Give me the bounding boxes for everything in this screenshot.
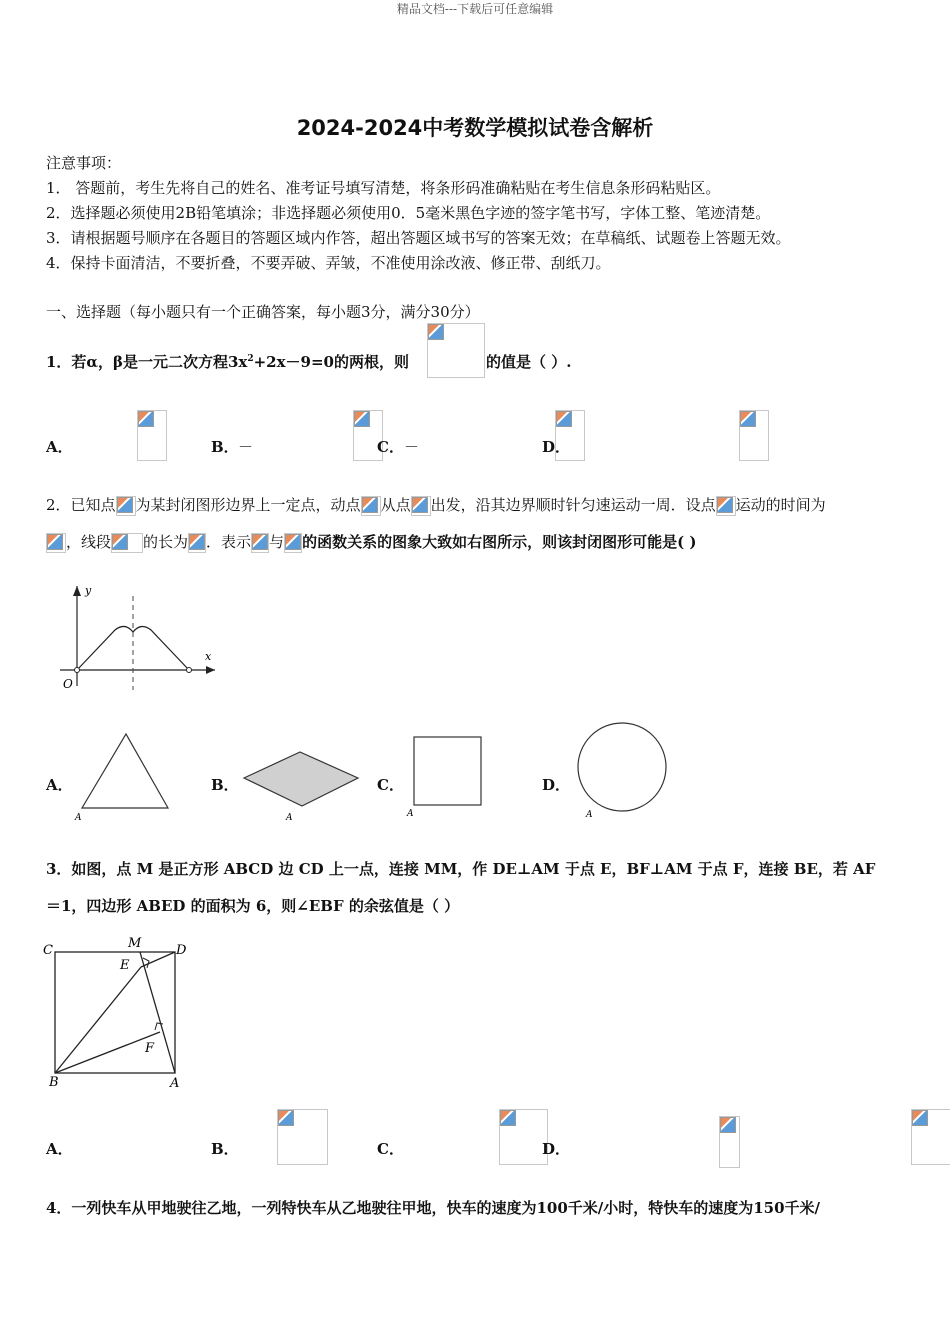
broken-image-icon <box>117 497 133 513</box>
notice-item: 1． 答题前，考生先将自己的姓名、准考证号填写清楚，将条形码准确粘贴在考生信息条形码粘贴区。 <box>46 179 721 197</box>
y-label: y <box>85 584 92 597</box>
broken-image-icon <box>556 411 572 427</box>
q1-option-c-label: C． <box>377 438 404 456</box>
broken-image-icon <box>362 497 378 513</box>
broken-image-icon <box>112 534 128 550</box>
broken-image-icon <box>500 1110 516 1126</box>
broken-image-icon <box>278 1110 294 1126</box>
broken-image-icon <box>720 1117 736 1133</box>
q2-text: 出发，沿其边界顺时针匀速运动一周．设点 <box>430 496 716 514</box>
q3-option-b-image <box>499 1109 548 1165</box>
broken-image-icon <box>189 534 205 550</box>
q1-text: +2x－9=0的两根，则 <box>253 353 409 371</box>
broken-image-icon <box>138 411 154 427</box>
q3-line1: 3．如图，点 M 是正方形 ABCD 边 CD 上一点，连接 MM，作 DE⊥AM 于点 E，BF⊥AM 于点 F，连接 BE，若 AF <box>46 860 876 878</box>
origin-label: O <box>63 677 73 691</box>
q2-inline-image <box>116 496 136 516</box>
broken-image-icon <box>740 411 756 427</box>
header-note: 精品文档---下载后可任意编辑 <box>396 2 554 16</box>
q3-option-d-image <box>911 1109 950 1165</box>
q2-text: 运动的时间为 <box>735 496 826 514</box>
q2-text: ．表示 <box>206 533 252 551</box>
q2-option-b-label: B． <box>211 776 239 794</box>
broken-image-icon <box>252 534 268 550</box>
q1-sup: 2 <box>247 354 254 364</box>
q4-line1: 4．一列快车从甲地驶往乙地，一列特快车从乙地驶往甲地，快车的速度为100千米/小时，特快车的速度为150千米/ <box>46 1199 821 1217</box>
x-label: x <box>205 650 212 663</box>
q2-line2 <box>46 531 696 553</box>
q1-formula-image <box>427 323 485 378</box>
notice-item: 2．选择题必须使用2B铅笔填涂；非选择题必须使用0．5毫米黑色字迹的签字笔书写，字体工整、笔迹清楚。 <box>46 204 771 222</box>
q2-option-d-label: D． <box>542 776 571 794</box>
q2-option-c-square <box>404 734 488 818</box>
q2-inline-image <box>411 496 431 516</box>
q3-option-a-label: A． <box>46 1140 73 1158</box>
point-a-label: A <box>586 810 593 820</box>
broken-image-icon <box>354 411 370 427</box>
point-a-label: A <box>75 813 82 820</box>
label-e: E <box>120 958 130 973</box>
point-a-label: A <box>286 813 293 823</box>
q3-option-c-image <box>719 1116 740 1168</box>
broken-image-icon <box>285 534 301 550</box>
q2-text: ，线段 <box>66 533 112 551</box>
q2-function-graph <box>55 578 225 696</box>
q2-inline-image <box>111 533 143 553</box>
q2-option-b-rhombus <box>240 748 364 824</box>
label-m: M <box>128 936 142 951</box>
notice-heading: 注意事项： <box>46 154 122 172</box>
q1-suffix: 的值是（ ）. <box>486 353 572 371</box>
q1-option-d-image <box>739 410 769 461</box>
q2-inline-image <box>188 533 206 553</box>
q2-text: 为某封闭图形边界上一定点，动点 <box>135 496 361 514</box>
segment-be <box>55 967 141 1073</box>
q1-stem <box>46 351 409 372</box>
end-point <box>187 668 192 673</box>
q1-option-a-label: A． <box>46 438 73 456</box>
square-shape <box>414 737 481 805</box>
q2-line1 <box>46 494 826 516</box>
q3-line2: ＝1，四边形 ABED 的面积为 6，则∠EBF 的余弦值是（ ） <box>46 897 460 915</box>
q3-option-c-label: C． <box>377 1140 404 1158</box>
q2-inline-image <box>284 533 302 553</box>
q3-option-b-label: B． <box>211 1140 239 1158</box>
broken-image-icon <box>912 1110 928 1126</box>
triangle-shape <box>82 734 168 808</box>
q2-inline-image <box>251 533 269 553</box>
q2-inline-image <box>361 496 381 516</box>
q1-text: 1．若α，β是一元二次方程3x <box>46 353 248 371</box>
q1-option-b-label: B． <box>211 438 239 456</box>
broken-image-icon <box>717 497 733 513</box>
label-c: C <box>43 943 53 958</box>
q3-option-a-image <box>277 1109 328 1165</box>
y-axis-arrow <box>73 586 81 596</box>
q2-inline-image <box>46 533 66 553</box>
q2-text: 的函数关系的图象大致如右图所示，则该封闭图形可能是( ) <box>302 533 697 551</box>
page-title: 2024-2024中考数学模拟试卷含解析 <box>296 116 654 140</box>
broken-image-icon <box>428 324 444 340</box>
circle-shape <box>578 723 666 811</box>
broken-image-icon <box>47 534 63 550</box>
notice-item: 3．请根据题号顺序在各题目的答题区域内作答，超出答题区域书写的答案无效；在草稿纸、试题卷上答题无效。 <box>46 229 791 247</box>
q3-option-d-label: D． <box>542 1140 571 1158</box>
q3-geometry-figure <box>40 932 200 1092</box>
notice-item: 4．保持卡面清洁，不要折叠，不要弄破、弄皱，不准使用涂改液、修正带、刮纸刀。 <box>46 254 611 272</box>
q2-text: 与 <box>269 533 285 551</box>
q2-inline-image <box>716 496 736 516</box>
q2-text: 2．已知点 <box>46 496 116 514</box>
label-d: D <box>176 943 187 958</box>
q1-option-d-label: D． <box>542 438 571 456</box>
q2-option-a-triangle <box>72 728 172 820</box>
label-b: B <box>49 1075 59 1090</box>
q2-text: 的长为 <box>143 533 189 551</box>
q2-option-c-label: C． <box>377 776 404 794</box>
label-a: A <box>170 1076 180 1091</box>
q1-option-c-minus: － <box>404 438 420 456</box>
rhombus-shape <box>244 752 358 806</box>
point-a-label: A <box>407 809 414 818</box>
start-point <box>75 668 80 673</box>
q2-text: 从点 <box>380 496 411 514</box>
q2-option-d-circle <box>574 720 670 820</box>
label-f: F <box>145 1041 155 1056</box>
q1-option-a-image <box>137 410 167 461</box>
section-heading: 一、选择题（每小题只有一个正确答案，每小题3分，满分30分） <box>46 303 480 321</box>
q1-option-b-minus: － <box>238 438 254 456</box>
broken-image-icon <box>412 497 428 513</box>
q2-option-a-label: A． <box>46 776 73 794</box>
x-axis-arrow <box>206 666 215 674</box>
